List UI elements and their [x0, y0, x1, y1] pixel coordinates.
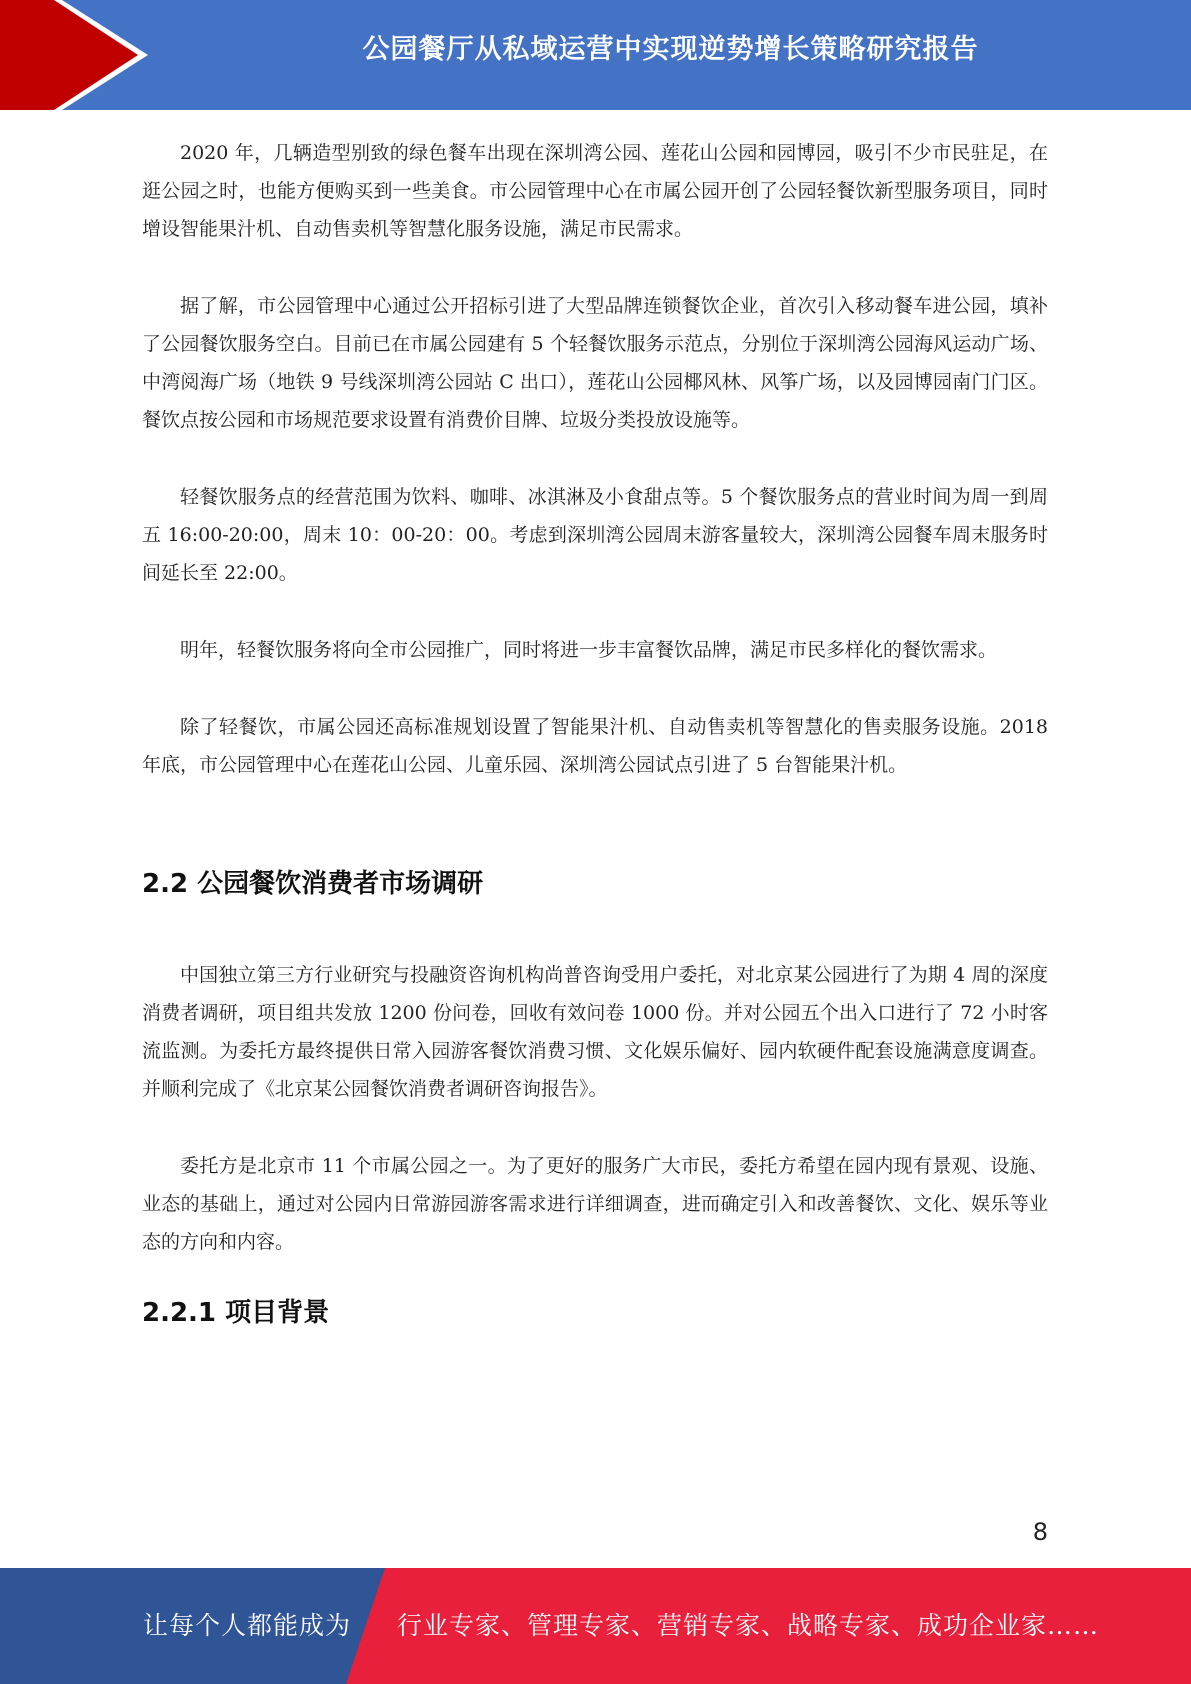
- page-footer: [0, 1568, 1191, 1684]
- footer-slogan-right: 行业专家、管理专家、营销专家、战略专家、成功企业家……: [397, 1611, 1100, 1640]
- paragraph: 委托方是北京市 11 个市属公园之一。为了更好的服务广大市民，委托方希望在园内现有景观、设施、业态的基础上，通过对公园内日常游园游客需求进行详细调查，进而确定引入和改善餐饮、文化、娱乐等业态的方向和内容。: [142, 1155, 1048, 1253]
- page-header: [0, 0, 1191, 110]
- paragraph: 中国独立第三方行业研究与投融资咨询机构尚普咨询受用户委托，对北京某公园进行了为期 4 周的深度消费者调研，项目组共发放 1200 份问卷，回收有效问卷 1000 份。并对公园五个出入口进行了 72 小时客流监测。为委托方最终提供日常入园游客餐饮消费习惯、文化娱乐偏好、园内软硬件配套设施满意度调查。并顺利完成了《北京某公园餐饮消费者调研咨询报告》。: [142, 964, 1048, 1100]
- section-heading-2-2: 2.2 公园餐饮消费者市场调研: [142, 869, 484, 899]
- section-heading-2-2-1: 2.2.1 项目背景: [142, 1298, 330, 1328]
- paragraph: 2020 年，几辆造型别致的绿色餐车出现在深圳湾公园、莲花山公园和园博园，吸引不少市民驻足，在逛公园之时，也能方便购买到一些美食。市公园管理中心在市属公园开创了公园轻餐饮新型服务项目，同时增设智能果汁机、自动售卖机等智慧化服务设施，满足市民需求。: [142, 142, 1048, 240]
- page-number: 8: [1032, 1518, 1048, 1546]
- paragraph: 明年，轻餐饮服务将向全市公园推广，同时将进一步丰富餐饮品牌，满足市民多样化的餐饮需求。: [180, 639, 998, 661]
- paragraph: 据了解，市公园管理中心通过公开招标引进了大型品牌连锁餐饮企业，首次引入移动餐车进公园，填补了公园餐饮服务空白。目前已在市属公园建有 5 个轻餐饮服务示范点，分别位于深圳湾公园海风运动广场、中湾阅海广场（地铁 9 号线深圳湾公园站 C 出口），莲花山公园椰风林、风筝广场，以及园博园南门门区。餐饮点按公园和市场规范要求设置有消费价目牌、垃圾分类投放设施等。: [142, 295, 1048, 431]
- document-title: 公园餐厅从私域运营中实现逆势增长策略研究报告: [362, 34, 979, 65]
- paragraph: 除了轻餐饮，市属公园还高标准规划设置了智能果汁机、自动售卖机等智慧化的售卖服务设施。2018 年底，市公园管理中心在莲花山公园、儿童乐园、深圳湾公园试点引进了 5 台智能果汁机。: [142, 716, 1048, 776]
- paragraph: 轻餐饮服务点的经营范围为饮料、咖啡、冰淇淋及小食甜点等。5 个餐饮服务点的营业时间为周一到周五 16:00-20:00，周末 10：00-20：00。考虑到深圳湾公园周末游客量较大，深圳湾公园餐车周末服务时间延长至 22:00。: [142, 486, 1048, 584]
- footer-slogan-left: 让每个人都能成为: [143, 1611, 352, 1640]
- main-content: [142, 134, 1048, 1333]
